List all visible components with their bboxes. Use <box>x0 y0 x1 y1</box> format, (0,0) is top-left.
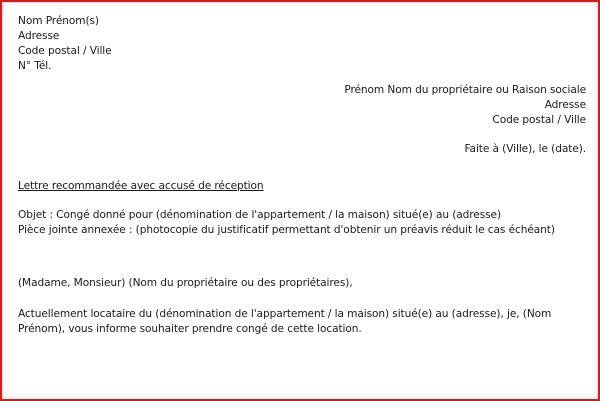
recipient-block <box>18 83 586 128</box>
salutation: (Madame, Monsieur) (Nom du propriétaire ou des propriétaires), <box>18 277 353 289</box>
spacer <box>18 260 586 276</box>
recipient-city: Code postal / Ville <box>492 114 586 126</box>
sender-address: Adresse <box>18 30 60 42</box>
letter-document <box>18 14 586 337</box>
sender-name: Nom Prénom(s) <box>18 15 99 27</box>
sender-phone: N° Tél. <box>18 60 52 72</box>
place-date: Faite à (Ville), le (date). <box>464 143 586 155</box>
attachment-note: Pièce jointe annexée : (photocopie du justificatif permettant d'obtenir un préavis réduit le cas échéant) <box>18 224 555 236</box>
recipient-name: Prénom Nom du propriétaire ou Raison sociale <box>344 84 586 96</box>
spacer <box>18 291 586 307</box>
sender-block <box>18 14 586 74</box>
spacer <box>18 238 586 260</box>
spacer <box>18 157 586 179</box>
letter-subject: Objet : Congé donné pour (dénomination de l'appartement / la maison) situé(e) au (adresse) <box>18 209 502 221</box>
recipient-address: Adresse <box>544 99 586 111</box>
spacer <box>18 74 586 83</box>
spacer <box>18 128 586 142</box>
sender-city: Code postal / Ville <box>18 45 112 57</box>
spacer <box>18 194 586 208</box>
mailing-mode: Lettre recommandée avec accusé de réception <box>18 180 264 192</box>
body-paragraph: Actuellement locataire du (dénomination de l'appartement / la maison) situé(e) au (adresse), je, (Nom Prénom), vous informe souhaiter prendre congé de cette location. <box>18 308 552 335</box>
